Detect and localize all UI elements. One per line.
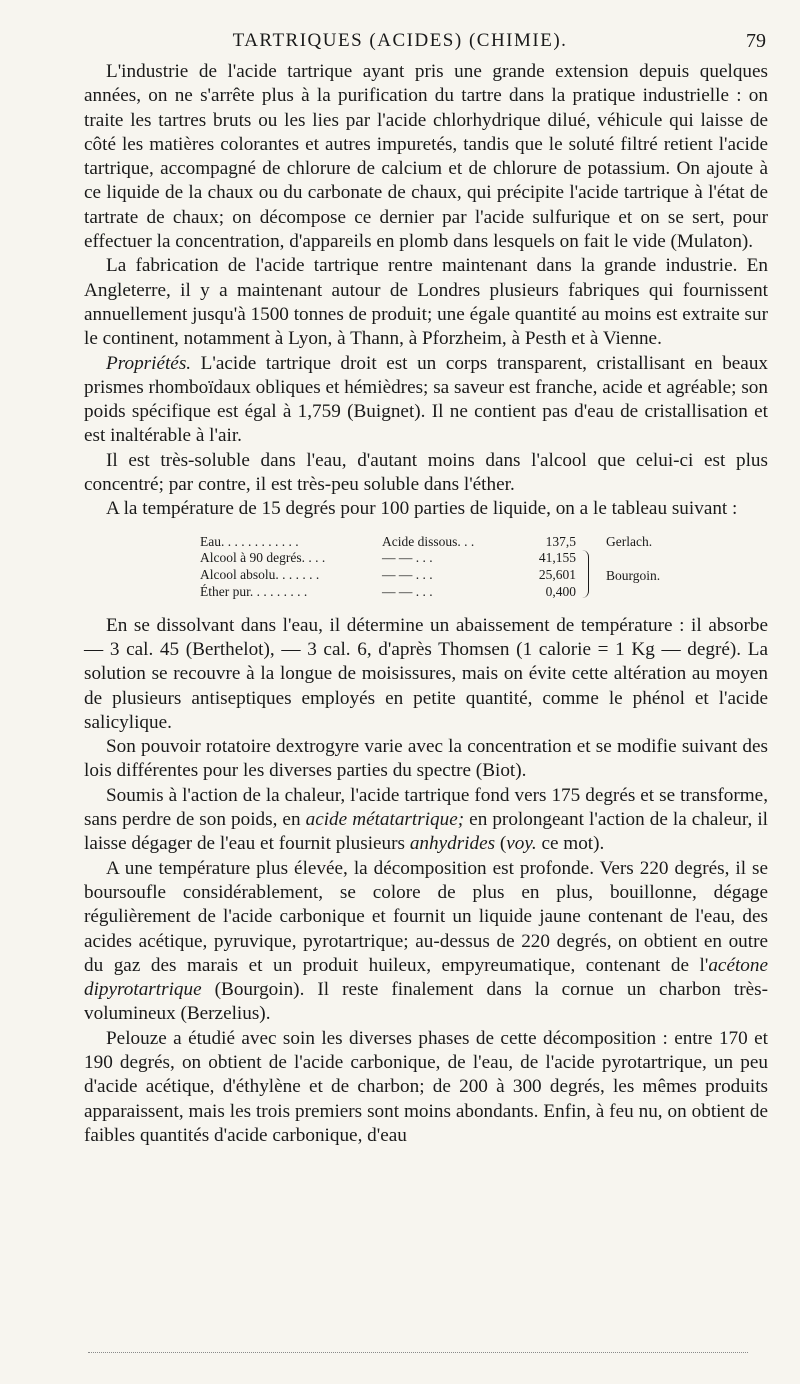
- paragraph-decomposition: [84, 857, 768, 1027]
- table-row: [200, 534, 720, 550]
- paragraph-solubility: Il est très-soluble dans l'eau, d'autant moins dans l'alcool que celui-ci est plus concentré; par contre, il est très-peu soluble dans l'éther.: [84, 449, 768, 496]
- properties-text: L'acide tartrique droit est un corps transparent, cristallisant en beaux prismes rhomboïdaux obliques et hémièdres; sa saveur est franche, acide et agréable; son poids spécifique est égal à 1,759 (Buignet). Il ne contient pas d'eau de cristallisation et est inaltérable à l'air.: [84, 352, 769, 447]
- footer-rule: [88, 1352, 748, 1353]
- text-segment: (Bourgoin). Il reste finalement dans la cornue un charbon très-volumineux (Berzelius).: [84, 979, 768, 1025]
- italic-term: anhydrides: [409, 833, 496, 855]
- page-number: 79: [746, 30, 766, 52]
- italic-term: acide métatartrique;: [305, 809, 465, 831]
- text-segment: A une température plus élevée, la décomposition est profonde. Vers 220 degrés, il se boursoufle considérablement, se colore de plus en plus, bouillonne, dégage régulièrement de l'acide carbonique et fournit un liquide jaune contenant de l'eau, des acides acétique, pyruvique, pyrotartrique; au-dessus de 220 degrés, on obtient en outre du gaz des marais et un produit huileux, empyreumatique, contenant de l': [84, 857, 768, 976]
- solubility-table: [200, 534, 720, 602]
- table-cell-label: — — . . .: [382, 584, 433, 600]
- paragraph-fabrication: La fabrication de l'acide tartrique rentre maintenant dans la grande industrie. En Angleterre, il y a maintenant autour de Londres plusieurs fabriques qui fournissent annuellement jusqu'à 1500 tonnes de produit; une égale quantité au moins est extraite sur le continent, notamment à Lyon, à Thann, à Pforzheim, à Pesth et à Vienne.: [84, 255, 768, 350]
- properties-heading: Propriétés.: [106, 352, 192, 374]
- table-source-bourgoin: Bourgoin.: [606, 567, 661, 583]
- italic-term: acétone dipyrotartrique: [84, 954, 768, 1001]
- italic-term: voy.: [506, 833, 537, 855]
- table-cell-label: — — . . .: [382, 549, 433, 565]
- text-segment: ce mot).: [536, 833, 605, 855]
- table-cell-solvent: Alcool à 90 degrés. . . .: [200, 549, 326, 565]
- paragraph-table-intro: A la température de 15 degrés pour 100 parties de liquide, on a le tableau suivant :: [106, 498, 738, 520]
- page-body: [84, 60, 768, 1148]
- table-cell-label: — — . . .: [382, 566, 433, 582]
- text-segment: en prolongeant l'action de la chaleur, il laisse dégager de l'eau et fournit plusieurs: [84, 809, 769, 855]
- paragraph-heat-action: [84, 784, 768, 857]
- table-cell-value: 41,155: [538, 549, 576, 565]
- paragraph-properties: [84, 352, 768, 449]
- page-header: [0, 26, 800, 56]
- right-brace: [582, 550, 589, 598]
- table-cell-label: Acide dissous. . .: [382, 533, 475, 549]
- table-cell-solvent: Alcool absolu. . . . . . .: [200, 566, 320, 582]
- text-segment: (: [495, 833, 507, 855]
- table-cell-solvent: Eau. . . . . . . . . . . .: [200, 533, 299, 549]
- text-segment: Soumis à l'action de la chaleur, l'acide tartrique fond vers 175 degrés et se transforme, sans perdre de son poids, en: [84, 784, 768, 831]
- paragraph-dissolution: En se dissolvant dans l'eau, il détermine un abaissement de température : il absorbe — 3 cal. 45 (Berthelot), — 3 cal. 6, d'après Thomsen (1 calorie = 1 Kg — degré). La solution se recouvre à la longue de moisissures, mais on évite cette altération au moyen de plusieurs antiseptiques employés en petite quantité, comme le phénol et l'acide salicylique.: [84, 614, 768, 733]
- table-row: [200, 550, 720, 567]
- paragraph-pelouze: Pelouze a étudié avec soin les diverses phases de cette décomposition : entre 170 et 190 degrés, on obtient de l'acide carbonique, de l'eau, de l'acide pyrotartrique, un peu d'acide acétique, d'éthylène et de charbon; de 200 à 300 degrés, les mêmes produits apparaissent, mais les trois premiers sont moins abondants. Enfin, à feu nu, on obtient de faibles quantités d'acide carbonique, d'eau: [84, 1027, 768, 1146]
- running-title: TARTRIQUES (ACIDES) (CHIMIE).: [232, 30, 568, 51]
- table-cell-value: 25,601: [538, 566, 576, 582]
- paragraph-industry: L'industrie de l'acide tartrique ayant pris une grande extension depuis quelques années, on ne s'arrête plus à la purification du tartre dans la pratique industrielle : on traite les tartres bruts ou les lies par l'acide chlorhydrique dilué, véhicule qui laisse de côté les matières colorantes et autres impuretés, tandis que le soluté filtré retient l'acide tartrique, accompagné de chlorure de calcium et de chlorure de potassium. On ajoute à ce liquide de la chaux ou du carbonate de chaux, qui précipite l'acide tartrique à l'état de tartrate de chaux; on décompose ce dernier par l'acide sulfurique et on se sert, pour effectuer la concentration, d'appareils en plomb dans lesquels on fait le vide (Mulaton).: [84, 61, 768, 253]
- table-source-gerlach: Gerlach.: [606, 533, 653, 549]
- table-cell-value: 137,5: [545, 533, 576, 549]
- table-cell-solvent: Éther pur. . . . . . . . .: [200, 584, 308, 600]
- table-cell-value: 0,400: [545, 584, 576, 600]
- paragraph-rotatory-power: Son pouvoir rotatoire dextrogyre varie avec la concentration et se modifie suivant des lois différentes pour les diverses parties du spectre (Biot).: [84, 736, 768, 782]
